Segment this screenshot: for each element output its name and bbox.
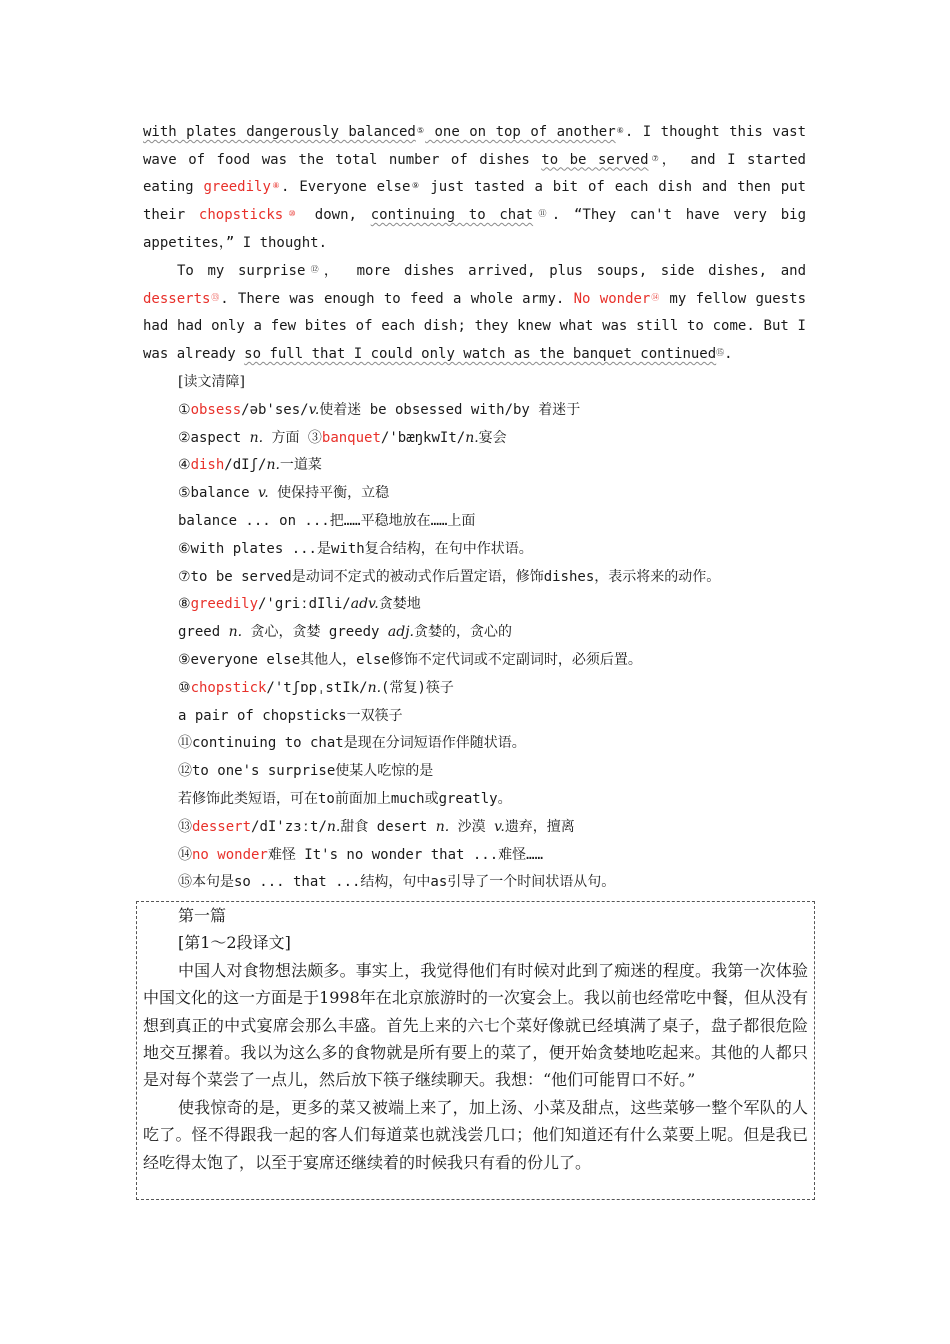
part-of-speech: n. — [367, 679, 382, 696]
footnote-marker: ⑧ — [270, 181, 282, 191]
note-chopstick — [178, 675, 818, 703]
part-of-speech: v. — [308, 401, 320, 418]
translation-title: 第一篇 — [178, 906, 227, 925]
text-run: ， and I started eating — [143, 151, 806, 196]
translation-subtitle: [第1～2段译文] — [178, 933, 291, 953]
text-run: just tasted a bit of each dish and then put their — [143, 179, 806, 224]
note-keyword: dessert — [192, 818, 252, 835]
footnote-marker: ⑭ — [650, 292, 661, 302]
note-keyword: chopstick — [190, 679, 267, 696]
footnote-marker: ⑦ — [648, 153, 662, 163]
keyword-greedily: greedily — [203, 179, 271, 196]
footnote-marker: ⑨ — [410, 181, 421, 191]
part-of-speech: v. — [494, 818, 505, 835]
definition: 一道菜 — [279, 457, 322, 474]
definition: ⑤balance — [178, 485, 258, 502]
note-pair-of-chopsticks: a pair of chopsticks一双筷子 — [178, 707, 403, 724]
note-dish — [178, 452, 818, 480]
note-keyword: no wonder — [192, 846, 268, 863]
part-of-speech: n. — [228, 624, 243, 641]
phonetic: /'tʃɒpˌstIk/ — [266, 679, 368, 696]
phrase-with-plates: with plates dangerously balanced — [143, 124, 416, 140]
translation-paragraph-2: 使我惊奇的是，更多的菜又被端上来了，加上汤、小菜及甜点，这些菜够一整个军队的人吃了。怪不得跟我一起的客人们每道菜也就浅尝几口；他们知道还有什么菜要上呢。但是我已经吃得太饱了，以至于宴席还继续着的时候我只有看的份儿了。 — [143, 1097, 808, 1172]
note-number: ⑬ — [178, 818, 192, 835]
note-to-be-served: ⑦to be served是动词不定式的被动式作后置定语，修饰dishes，表示将来的动作。 — [178, 568, 721, 585]
part-of-speech: n. — [266, 457, 280, 474]
footnote-marker: ⑬ — [210, 292, 221, 302]
note-number: ⑩ — [178, 679, 191, 696]
phrase-continuing-to-chat: continuing to chat — [370, 207, 534, 224]
definition: 遗弃，擅离 — [504, 818, 575, 835]
definition: 甜食 desert — [340, 818, 436, 835]
part-of-speech: n. — [465, 429, 479, 446]
text-run: . Everyone else — [281, 179, 411, 196]
definition: (常复)筷子 — [381, 679, 454, 696]
note-dessert — [178, 814, 818, 842]
definition: 贪婪地 — [378, 596, 421, 613]
definition: 宴会 — [478, 429, 507, 446]
note-no-wonder — [178, 842, 818, 870]
text-run: ， more dishes arrived, plus soups, side dishes, and — [323, 263, 807, 279]
part-of-speech: n. — [326, 818, 341, 835]
text-run: down, — [301, 207, 371, 224]
phonetic: /dIʃ/ — [224, 457, 267, 474]
passage-paragraph-1 — [143, 119, 806, 258]
note-greed — [178, 619, 818, 647]
footnote-marker: ⑤ — [415, 126, 426, 135]
note-obsess — [178, 397, 818, 425]
phrase-so-full-that: so full that I could only watch as the banquet continued — [244, 346, 717, 363]
phonetic: /əb'ses/ — [241, 401, 309, 418]
footnote-marker: ⑮ — [716, 348, 725, 358]
note-with-plates: ⑥with plates ...是with复合结构，在句中作状语。 — [178, 540, 533, 557]
keyword-chopsticks: chopsticks — [198, 207, 284, 224]
footnote-marker: ⑥ — [615, 126, 625, 135]
part-of-speech: n. — [435, 818, 450, 835]
translation-box — [143, 902, 808, 1176]
note-keyword: obsess — [190, 401, 242, 418]
keyword-no-wonder: No wonder — [573, 290, 651, 307]
part-of-speech: v. — [257, 485, 269, 502]
part-of-speech: n. — [249, 429, 264, 446]
phonetic: /'bæŋkwIt/ — [380, 429, 466, 446]
text-run: my fellow guests had had only a few bites of each dish; they knew what was still to come. But I was already — [143, 290, 807, 363]
part-of-speech: adv. — [350, 596, 379, 613]
definition: 难怪 It's no wonder that ...难怪…… — [267, 846, 544, 863]
phonetic: /dI'zɜːt/ — [251, 818, 327, 835]
part-of-speech: adj. — [387, 624, 415, 641]
text-run: . “They can't have very big appetites，” I thought. — [143, 207, 807, 251]
note-balance-phrase: balance ... on ...把……平稳地放在……上面 — [178, 512, 476, 529]
note-so-that: ⑮本句是so ... that ...结构，句中as引导了一个时间状语从句。 — [178, 874, 616, 891]
definition: ②aspect — [178, 429, 250, 446]
definition: 使着迷 be obsessed with/by 着迷于 — [319, 401, 581, 418]
definition: greed — [178, 624, 229, 641]
note-number: ④ — [178, 457, 191, 474]
note-keyword: dish — [190, 457, 225, 474]
definition: 贪心，贪婪 greedy — [242, 624, 388, 641]
definition: 方面 ③ — [263, 429, 322, 446]
note-number: ⑧ — [178, 596, 191, 613]
footnote-marker: ⑪ — [533, 209, 552, 219]
note-number: ① — [178, 401, 191, 418]
notes-heading: [读文清障] — [178, 374, 245, 390]
passage-paragraph-2 — [143, 258, 806, 369]
phrase-to-my-surprise: To my surprise — [177, 263, 306, 279]
translation-paragraph-1: 中国人对食物想法颇多。事实上，我觉得他们有时候对此到了痴迷的程度。我第一次体验中国文化的这一方面是于1998年在北京旅游时的一次宴会上。我以前也经常吃中餐，但从没有想到真正的中式宴席会那么丰盛。首先上来的六七个菜好像就已经填满了桌子，盘子都很危险地交互摞着。我以为这么多的食物就是所有要上的菜了，便开始贪婪地吃起来。其他的人都只是对每个菜尝了一点儿，然后放下筷子继续聊天。我想：“他们可能胃口不好。” — [143, 960, 808, 1090]
definition: 使保持平衡，立稳 — [268, 485, 390, 502]
note-continuing-to-chat: ⑪continuing to chat是现在分词短语作伴随状语。 — [178, 735, 526, 752]
phrase-one-on-top: one on top of another — [425, 124, 616, 140]
note-much-greatly: 若修饰此类短语，可在to前面加上much或greatly。 — [178, 790, 512, 807]
phonetic: /'griːdIli/ — [258, 596, 351, 613]
text-run: . I thought this vast wave of food was the total number of dishes — [143, 124, 806, 168]
text-run: . — [724, 346, 733, 363]
text-run: . There was enough to feed a whole army. — [220, 290, 574, 307]
definition: 贪婪的，贪心的 — [414, 624, 513, 641]
keyword-desserts: desserts — [143, 290, 211, 307]
vocabulary-notes — [178, 369, 818, 897]
definition: 沙漠 — [449, 818, 495, 835]
note-keyword: greedily — [190, 596, 258, 613]
note-greedily — [178, 591, 818, 619]
note-number: ⑭ — [178, 846, 192, 863]
note-keyword: banquet — [321, 429, 381, 446]
note-everyone-else: ⑨everyone else其他人，else修饰不定代词或不定副词时，必须后置。 — [178, 651, 642, 668]
phrase-to-be-served: to be served — [541, 151, 649, 168]
footnote-marker: ⑫ — [305, 265, 324, 274]
note-to-ones-surprise: ⑫to one's surprise使某人吃惊的是 — [178, 763, 434, 780]
note-aspect-banquet — [178, 425, 818, 453]
footnote-marker: ⑩ — [283, 209, 302, 219]
note-balance — [178, 480, 818, 508]
